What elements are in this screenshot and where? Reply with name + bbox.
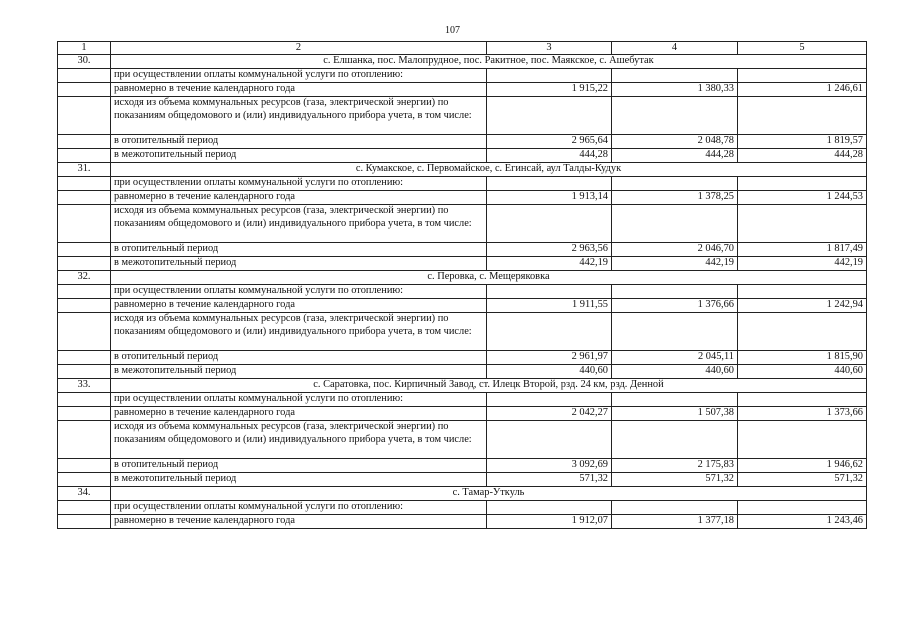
tariff-row [58,459,867,473]
tariff-value-col5 [738,205,867,243]
tariff-description: равномерно в течение календарного года [111,83,487,97]
tariff-value-col4: 2 048,78 [612,135,738,149]
tariff-value-col3: 1 915,22 [487,83,612,97]
tariff-value-col4: 442,19 [612,257,738,271]
column-header-1: 1 [58,42,111,55]
tariff-value-col5: 442,19 [738,257,867,271]
tariff-value-col3 [487,313,612,351]
tariff-description: при осуществлении оплаты коммунальной услуги по отоплению: [111,69,487,83]
tariff-value-col5 [738,421,867,459]
tariff-value-col3: 444,28 [487,149,612,163]
tariff-description: в межотопительный период [111,257,487,271]
settlement-name: с. Тамар-Уткуль [111,487,867,501]
tariff-value-col5: 1 244,53 [738,191,867,205]
tariff-value-col5 [738,69,867,83]
tariff-value-col5: 1 946,62 [738,459,867,473]
tariff-description: в отопительный период [111,459,487,473]
tariff-value-col4: 1 376,66 [612,299,738,313]
tariff-value-col4: 1 380,33 [612,83,738,97]
tariff-value-col4 [612,205,738,243]
tariff-value-col5: 1 246,61 [738,83,867,97]
tariff-row [58,177,867,191]
tariff-value-col4: 2 175,83 [612,459,738,473]
tariff-value-col3: 2 963,56 [487,243,612,257]
tariff-value-col3 [487,69,612,83]
row-number-empty [58,501,111,515]
tariff-row [58,69,867,83]
row-number-empty [58,285,111,299]
tariff-value-col4 [612,177,738,191]
tariff-row [58,407,867,421]
row-number-empty [58,135,111,149]
tariff-value-col4 [612,69,738,83]
row-number-empty [58,191,111,205]
row-number: 31. [58,163,111,177]
tariff-value-col3 [487,501,612,515]
tariff-value-col5: 444,28 [738,149,867,163]
settlement-name: с. Елшанка, пос. Малопрудное, пос. Ракитное, пос. Маякское, с. Ашебутак [111,55,867,69]
tariff-value-col3: 1 911,55 [487,299,612,313]
tariff-value-col3: 440,60 [487,365,612,379]
tariff-row [58,515,867,529]
row-number: 34. [58,487,111,501]
tariff-value-col5 [738,177,867,191]
tariff-value-col5: 1 242,94 [738,299,867,313]
row-number: 32. [58,271,111,285]
tariff-description: в межотопительный период [111,365,487,379]
settlement-row [58,379,867,393]
row-number-empty [58,351,111,365]
tariff-value-col3 [487,205,612,243]
tariff-row [58,421,867,459]
tariff-value-col4: 1 377,18 [612,515,738,529]
tariff-value-col3 [487,285,612,299]
tariff-description: равномерно в течение календарного года [111,299,487,313]
tariff-row [58,191,867,205]
tariff-description: при осуществлении оплаты коммунальной услуги по отоплению: [111,285,487,299]
settlement-name: с. Кумакское, с. Первомайское, с. Егинсай, аул Талды-Кудук [111,163,867,177]
tariff-description: исходя из объема коммунальных ресурсов (газа, электрической энергии) по показаниям общедомового и (или) индивидуального прибора учета, в том числе: [111,421,487,459]
row-number-empty [58,97,111,135]
tariff-value-col4: 2 045,11 [612,351,738,365]
tariff-value-col4: 444,28 [612,149,738,163]
tariff-value-col5 [738,97,867,135]
tariff-value-col4 [612,285,738,299]
row-number-empty [58,205,111,243]
column-number-row [58,42,867,55]
tariff-description: в межотопительный период [111,473,487,487]
tariff-row [58,365,867,379]
tariff-description: исходя из объема коммунальных ресурсов (газа, электрической энергии) по показаниям общедомового и (или) индивидуального прибора учета, в том числе: [111,97,487,135]
tariff-description: в отопительный период [111,351,487,365]
row-number-empty [58,243,111,257]
tariff-value-col4 [612,421,738,459]
tariff-value-col3 [487,177,612,191]
tariff-description: исходя из объема коммунальных ресурсов (газа, электрической энергии) по показаниям общедомового и (или) индивидуального прибора учета, в том числе: [111,313,487,351]
tariff-value-col5: 571,32 [738,473,867,487]
settlement-name: с. Саратовка, пос. Кирпичный Завод, ст. Илецк Второй, рзд. 24 км, рзд. Денной [111,379,867,393]
tariff-value-col3 [487,421,612,459]
row-number-empty [58,515,111,529]
row-number-empty [58,299,111,313]
row-number-empty [58,83,111,97]
tariff-value-col5: 1 373,66 [738,407,867,421]
row-number-empty [58,407,111,421]
tariff-value-col4 [612,393,738,407]
tariff-row [58,299,867,313]
tariff-value-col5: 1 815,90 [738,351,867,365]
tariff-row [58,313,867,351]
tariff-value-col3 [487,393,612,407]
settlement-row [58,487,867,501]
row-number-empty [58,69,111,83]
page-number: 107 [445,25,460,36]
tariff-value-col3: 2 965,64 [487,135,612,149]
tariff-description: равномерно в течение календарного года [111,407,487,421]
tariff-value-col4 [612,501,738,515]
tariff-row [58,243,867,257]
tariff-description: при осуществлении оплаты коммунальной услуги по отоплению: [111,501,487,515]
tariff-row [58,393,867,407]
tariff-row [58,135,867,149]
tariff-row [58,473,867,487]
tariff-value-col5: 1 243,46 [738,515,867,529]
tariff-value-col4: 2 046,70 [612,243,738,257]
row-number-empty [58,393,111,407]
tariff-row [58,285,867,299]
tariff-row [58,97,867,135]
tariff-value-col4 [612,97,738,135]
tariff-value-col4: 571,32 [612,473,738,487]
tariff-description: в отопительный период [111,135,487,149]
settlement-row [58,271,867,285]
row-number-empty [58,473,111,487]
tariff-table [57,41,867,529]
tariff-value-col3: 1 913,14 [487,191,612,205]
row-number-empty [58,459,111,473]
tariff-value-col5: 440,60 [738,365,867,379]
column-header-4: 4 [612,42,738,55]
column-header-5: 5 [738,42,867,55]
tariff-value-col3: 442,19 [487,257,612,271]
tariff-value-col3: 1 912,07 [487,515,612,529]
tariff-description: при осуществлении оплаты коммунальной услуги по отоплению: [111,177,487,191]
settlement-name: с. Перовка, с. Мещеряковка [111,271,867,285]
row-number-empty [58,365,111,379]
tariff-description: исходя из объема коммунальных ресурсов (газа, электрической энергии) по показаниям общедомового и (или) индивидуального прибора учета, в том числе: [111,205,487,243]
settlement-row [58,163,867,177]
tariff-value-col3 [487,97,612,135]
tariff-value-col5 [738,313,867,351]
tariff-value-col4: 440,60 [612,365,738,379]
tariff-value-col3: 571,32 [487,473,612,487]
row-number-empty [58,177,111,191]
tariff-value-col5 [738,393,867,407]
column-header-2: 2 [111,42,487,55]
tariff-value-col4 [612,313,738,351]
tariff-value-col4: 1 378,25 [612,191,738,205]
tariff-value-col3: 2 042,27 [487,407,612,421]
tariff-description: равномерно в течение календарного года [111,191,487,205]
tariff-value-col5: 1 817,49 [738,243,867,257]
tariff-row [58,501,867,515]
tariff-description: в межотопительный период [111,149,487,163]
tariff-description: при осуществлении оплаты коммунальной услуги по отоплению: [111,393,487,407]
tariff-value-col5 [738,501,867,515]
tariff-value-col3: 2 961,97 [487,351,612,365]
tariff-row [58,257,867,271]
tariff-description: в отопительный период [111,243,487,257]
tariff-value-col3: 3 092,69 [487,459,612,473]
tariff-value-col4: 1 507,38 [612,407,738,421]
row-number-empty [58,421,111,459]
row-number-empty [58,257,111,271]
tariff-description: равномерно в течение календарного года [111,515,487,529]
row-number: 30. [58,55,111,69]
tariff-row [58,149,867,163]
tariff-value-col5: 1 819,57 [738,135,867,149]
tariff-row [58,83,867,97]
tariff-value-col5 [738,285,867,299]
column-header-3: 3 [487,42,612,55]
tariff-row [58,351,867,365]
row-number-empty [58,313,111,351]
settlement-row [58,55,867,69]
row-number-empty [58,149,111,163]
row-number: 33. [58,379,111,393]
tariff-row [58,205,867,243]
